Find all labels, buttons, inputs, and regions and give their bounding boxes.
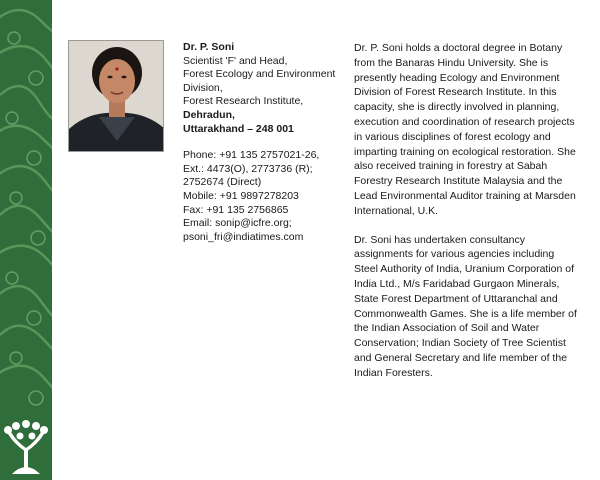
bio-line: capacity, she is directly involved in planning, bbox=[354, 101, 560, 114]
bio-line: and General Secretary and life member of the bbox=[354, 351, 568, 364]
bio-line: imparting training on ecological restoration. She bbox=[354, 145, 576, 158]
title-line: Forest Research Institute, bbox=[183, 95, 304, 108]
bio-line: Lead Environmental Auditor training at Marsden bbox=[354, 189, 576, 202]
email-line: Email: sonip@icfre.org; bbox=[183, 217, 292, 230]
swirl-pattern-icon bbox=[0, 0, 52, 480]
bio-paragraph-1 bbox=[354, 41, 590, 219]
title-line: Scientist 'F' and Head, bbox=[183, 54, 288, 67]
bio-line: State Forest Department of Uttaranchal and bbox=[354, 292, 558, 305]
portrait-illustration bbox=[69, 41, 164, 152]
bio-line: Division of Forest Research Institute. In this bbox=[354, 86, 557, 99]
spacer bbox=[183, 136, 343, 149]
bio-line: Commonwealth Games. She is a life member of bbox=[354, 307, 577, 320]
title-line: Division, bbox=[183, 81, 223, 94]
bio-line: assignments for various agencies including bbox=[354, 248, 555, 261]
mobile-line: Mobile: +91 9897278203 bbox=[183, 189, 299, 202]
bio-line: the Indian Association of Soil and Water bbox=[354, 322, 540, 335]
bio-line: Steel Authority of India, Uranium Corporation of bbox=[354, 263, 575, 276]
bio-line: International, U.K. bbox=[354, 204, 439, 217]
phone-direct-line: 2752674 (Direct) bbox=[183, 176, 262, 189]
bio-line: in various disciplines of forest ecology and bbox=[354, 130, 551, 143]
bio-line: India Ltd., M/s Faridabad Gurgaon Minerals, bbox=[354, 277, 560, 290]
bio-paragraph-2 bbox=[354, 233, 590, 381]
bio-line: also received training in forestry at Sabah bbox=[354, 160, 548, 173]
fax-line: Fax: +91 135 2756865 bbox=[183, 203, 289, 216]
bio-line: presently heading Ecology and Environment bbox=[354, 71, 560, 84]
phone-ext-line: Ext.: 4473(O), 2773736 (R); bbox=[183, 162, 313, 175]
city: Dehradun, bbox=[183, 108, 235, 121]
tree-logo-icon bbox=[2, 420, 50, 476]
person-name: Dr. P. Soni bbox=[183, 41, 235, 53]
phone-line: Phone: +91 135 2757021-26, bbox=[183, 149, 320, 162]
bio-line: from the Banaras Hindu University. She is bbox=[354, 56, 549, 69]
bio-line: Dr. Soni has undertaken consultancy bbox=[354, 233, 526, 246]
bio-line: Forestry Research Institute Malaysia and the bbox=[354, 175, 563, 188]
biography bbox=[354, 41, 590, 381]
paragraph-spacer bbox=[354, 219, 590, 233]
decorative-sidebar bbox=[0, 0, 52, 480]
bio-line: Conservation; Indian Society of Tree Scientist bbox=[354, 337, 566, 350]
bio-line: Dr. P. Soni holds a doctoral degree in Botany bbox=[354, 42, 563, 54]
contact-column bbox=[183, 41, 343, 244]
state-pin: Uttarakhand – 248 001 bbox=[183, 122, 294, 135]
bio-line: Indian Foresters. bbox=[354, 366, 433, 379]
portrait-photo bbox=[68, 40, 164, 152]
email-line-2: psoni_fri@indiatimes.com bbox=[183, 230, 304, 243]
title-line: Forest Ecology and Environment bbox=[183, 68, 336, 81]
bio-line: execution and coordination of research projects bbox=[354, 115, 575, 128]
